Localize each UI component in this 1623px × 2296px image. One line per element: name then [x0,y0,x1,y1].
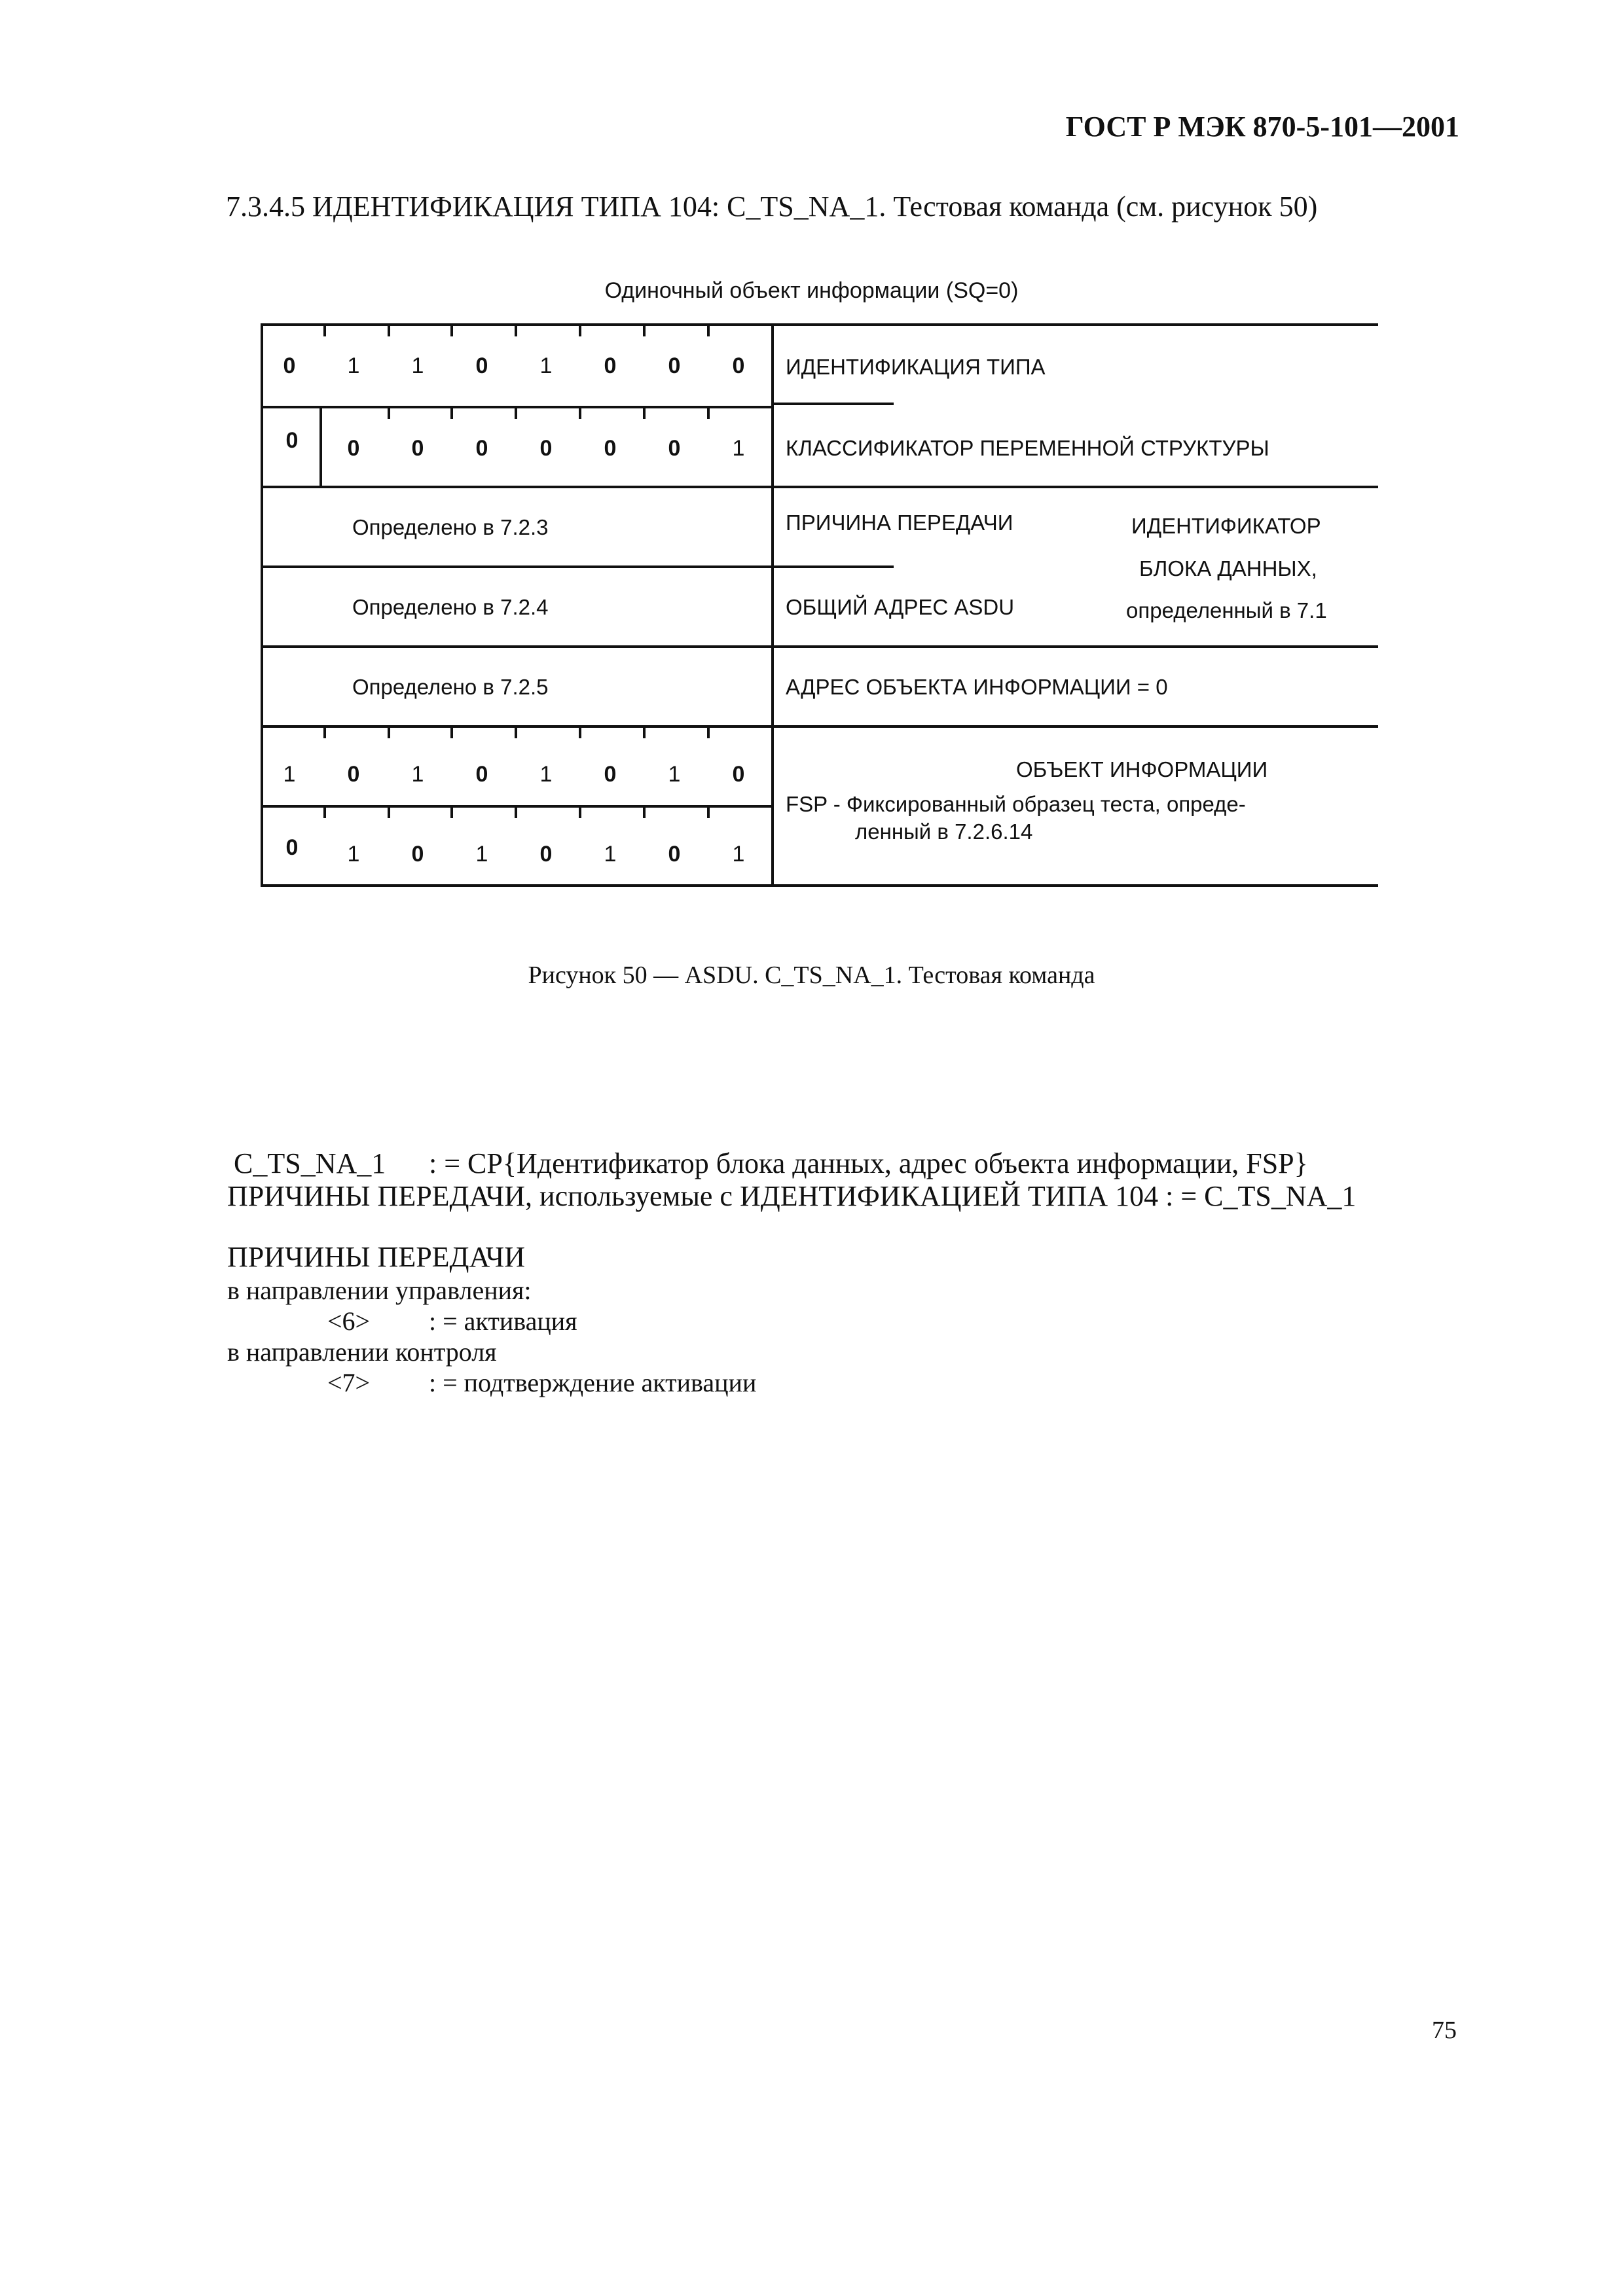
info-object-address-label: АДРЕС ОБЪЕКТА ИНФОРМАЦИИ = 0 [786,675,1168,699]
cause-code-6-definition: : = активация [429,1306,577,1336]
info-object-heading: ОБЪЕКТ ИНФОРМАЦИИ [1016,757,1268,781]
cause-code-6: <6> [327,1306,371,1336]
bit-cell: 1 [347,353,360,378]
figure-caption: Рисунок 50 — ASDU. C_TS_NA_1. Тестовая команда [528,961,1095,989]
bit-cell: 0 [604,353,617,378]
bit-cell: 1 [668,762,681,787]
data-unit-id-line1: ИДЕНТИФИКАТОР [1131,514,1321,538]
data-unit-id-line2: БЛОКА ДАННЫХ, [1139,556,1317,581]
bit-cell: 0 [475,353,488,378]
fsp-line2: ленный в 7.2.6.14 [855,819,1033,844]
defined-in-7-2-5: Определено в 7.2.5 [352,675,549,699]
bit-cell: 0 [411,842,424,867]
bit-cell: 0 [283,353,296,378]
vsq-label: КЛАССИФИКАТОР ПЕРЕМЕННОЙ СТРУКТУРЫ [786,436,1269,460]
monitor-direction: в направлении контроля [227,1337,497,1367]
bit-cell: 0 [347,762,360,787]
figure-title: Одиночный объект информации (SQ=0) [604,278,1019,303]
bit-cell: 0 [732,762,745,787]
bit-cell: 1 [539,353,553,378]
bit-cell: 0 [539,436,553,461]
bit-cell: 0 [411,436,424,461]
cause-code-7: <7> [327,1368,371,1397]
bit-cell: 1 [732,842,745,867]
data-unit-id-line3: определенный в 7.1 [1126,598,1327,622]
bit-cell: 0 [475,762,488,787]
bit-cell: 0 [732,353,745,378]
defined-in-7-2-3: Определено в 7.2.3 [352,515,549,539]
bit-cell: 0 [668,842,681,867]
causes-used-line: ПРИЧИНЫ ПЕРЕДАЧИ, используемые с ИДЕНТИФИКАЦИЕЙ ТИПА 104 : = C_TS_NA_1 [227,1180,1357,1212]
bit-cell: 0 [604,436,617,461]
bit-cell: 1 [475,842,488,867]
bit-cell: 1 [411,762,424,787]
bit-cell: 0 [604,762,617,787]
bit-cell: 0 [668,353,681,378]
bit-cell: 1 [604,842,617,867]
bit-cell: 1 [732,436,745,461]
control-direction: в направлении управления: [227,1276,532,1305]
page-number: 75 [1432,2017,1457,2044]
bit-cell: 1 [539,762,553,787]
type-id-label: ИДЕНТИФИКАЦИЯ ТИПА [786,355,1046,379]
fsp-line1: FSP - Фиксированный образец теста, опреде- [786,792,1246,816]
bit-cell: 1 [283,762,296,787]
bit-cell: 0 [475,436,488,461]
definition-formula: : = CP{Идентификатор блока данных, адрес объекта информации, FSP} [429,1147,1308,1179]
bit-cell: 1 [347,842,360,867]
cause-code-7-definition: : = подтверждение активации [429,1368,757,1397]
bit-cell: 0 [668,436,681,461]
definition-name: C_TS_NA_1 [234,1147,386,1179]
causes-heading: ПРИЧИНЫ ПЕРЕДАЧИ [227,1241,526,1273]
defined-in-7-2-4: Определено в 7.2.4 [352,595,549,619]
cause-label: ПРИЧИНА ПЕРЕДАЧИ [786,511,1013,535]
section-heading: 7.3.4.5 ИДЕНТИФИКАЦИЯ ТИПА 104: C_TS_NA_1. Тестовая команда (см. рисунок 50) [226,190,1318,223]
bit-cell: 0 [539,842,553,867]
bit-cell: 0 [285,428,299,453]
common-address-label: ОБЩИЙ АДРЕС ASDU [786,595,1015,619]
bit-cell: 0 [285,835,299,860]
bit-cell: 1 [411,353,424,378]
document-header: ГОСТ Р МЭК 870-5-101—2001 [1065,111,1459,143]
bit-cell: 0 [347,436,360,461]
